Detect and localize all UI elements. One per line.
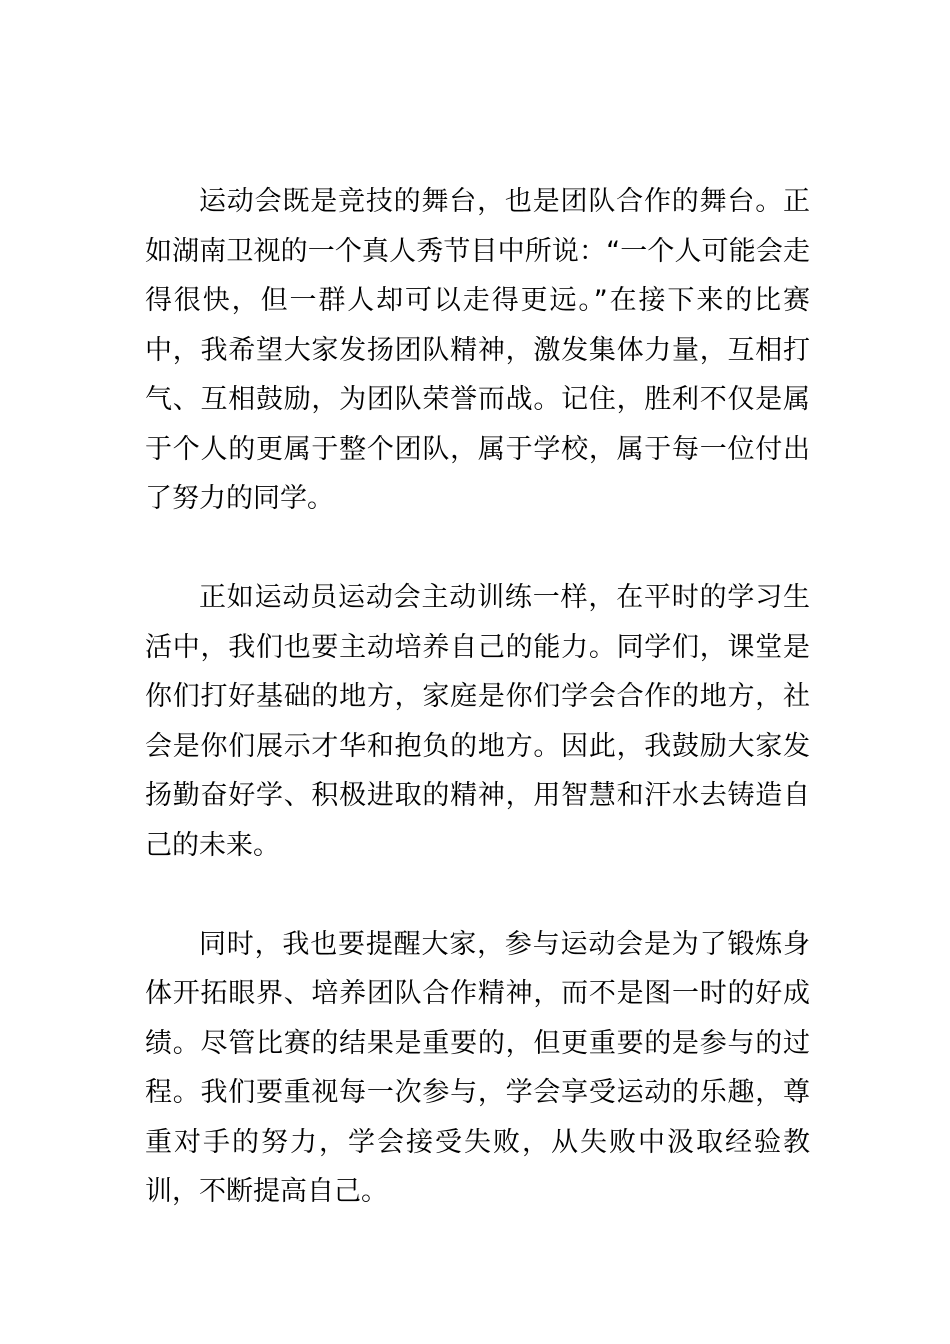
paragraph-participation: 同时，我也要提醒大家，参与运动会是为了锻炼身体开拓眼界、培养团队合作精神，而不是图一时的好成绩。尽管比赛的结果是重要的，但更重要的是参与的过程。我们要重视每一次参与，学会享受运动的乐趣，尊重对手的努力，学会接受失败，从失败中汲取经验教训，不断提高自己。 <box>145 928 810 1207</box>
paragraph-team-spirit: 运动会既是竞技的舞台，也是团队合作的舞台。正如湖南卫视的一个真人秀节目中所说：“一个人可能会走得很快，但一群人却可以走得更远。”在接下来的比赛中，我希望大家发扬团队精神，激发集体力量，互相打气、互相鼓励，为团队荣誉而战。记住，胜利不仅是属于个人的更属于整个团队，属于学校，属于每一位付出了努力的同学。 <box>145 186 810 514</box>
document-body <box>145 177 810 1217</box>
paragraph-self-improvement: 正如运动员运动会主动训练一样，在平时的学习生活中，我们也要主动培养自己的能力。同学们，课堂是你们打好基础的地方，家庭是你们学会合作的地方，社会是你们展示才华和抱负的地方。因此，我鼓励大家发扬勤奋好学、积极进取的精神，用智慧和汗水去铸造自己的未来。 <box>145 582 810 861</box>
